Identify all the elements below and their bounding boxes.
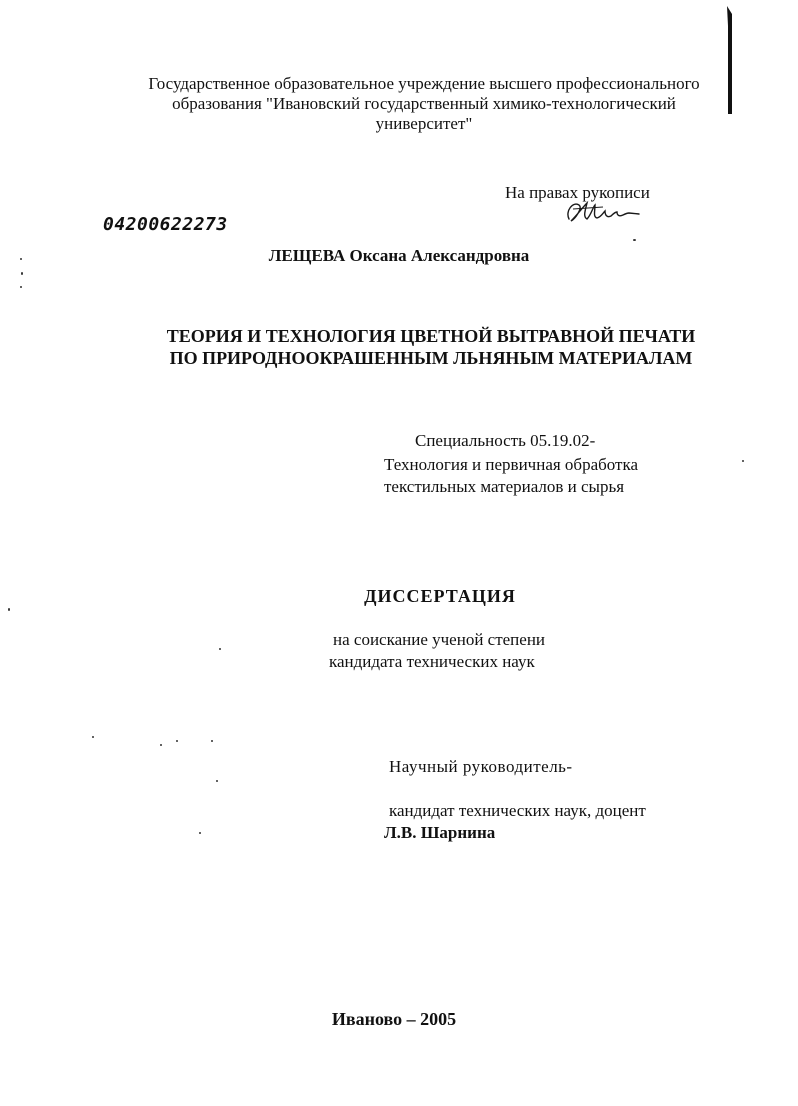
title-line: ТЕОРИЯ И ТЕХНОЛОГИЯ ЦВЕТНОЙ ВЫТРАВНОЙ ПЕЧАТИ [166, 326, 696, 346]
scan-speck [211, 740, 213, 742]
degree-line: на соискание ученой степени [333, 630, 546, 649]
scan-speck [742, 460, 744, 462]
dissertation-title [0, 325, 798, 369]
city-year: Иваново – 2005 [331, 1009, 457, 1029]
supervisor-name: Л.В. Шарнина [384, 823, 496, 842]
scan-speck [633, 239, 636, 241]
supervisor-label: Научный руководитель- [389, 757, 573, 776]
institution-line: университет" [375, 114, 473, 133]
scan-speck [219, 648, 221, 650]
specialty-name-line: Технология и первичная обработка [384, 455, 639, 474]
scan-speck [20, 286, 22, 288]
scan-speck [20, 258, 22, 260]
scan-speck [160, 744, 162, 746]
document-type-heading: ДИССЕРТАЦИЯ [364, 586, 516, 606]
scan-speck [92, 736, 94, 738]
scan-speck [216, 780, 218, 782]
scan-edge-mark [726, 6, 733, 114]
supervisor-credentials: кандидат технических наук, доцент [389, 801, 646, 820]
degree-line: кандидата технических наук [329, 652, 535, 671]
scan-speck [176, 740, 178, 742]
author-name: ЛЕЩЕВА Оксана Александровна [268, 246, 530, 265]
specialty-code: Специальность 05.19.02- [415, 431, 596, 450]
scan-speck [199, 832, 201, 834]
institution-line: образования "Ивановский государственный химико-технологический [172, 94, 676, 113]
manuscript-rights-note: На правах рукописи [505, 183, 650, 202]
title-line: ПО ПРИРОДНООКРАШЕННЫМ ЛЬНЯНЫМ МАТЕРИАЛАМ [169, 348, 693, 368]
archive-stamp-number: 0420062227З [103, 214, 228, 235]
handwritten-signature [563, 197, 643, 227]
institution-block [110, 74, 738, 134]
scan-speck [21, 272, 23, 275]
specialty-name-line: текстильных материалов и сырья [384, 477, 625, 496]
scan-speck [8, 608, 10, 611]
institution-line: Государственное образовательное учреждение высшего профессионального [148, 74, 700, 93]
